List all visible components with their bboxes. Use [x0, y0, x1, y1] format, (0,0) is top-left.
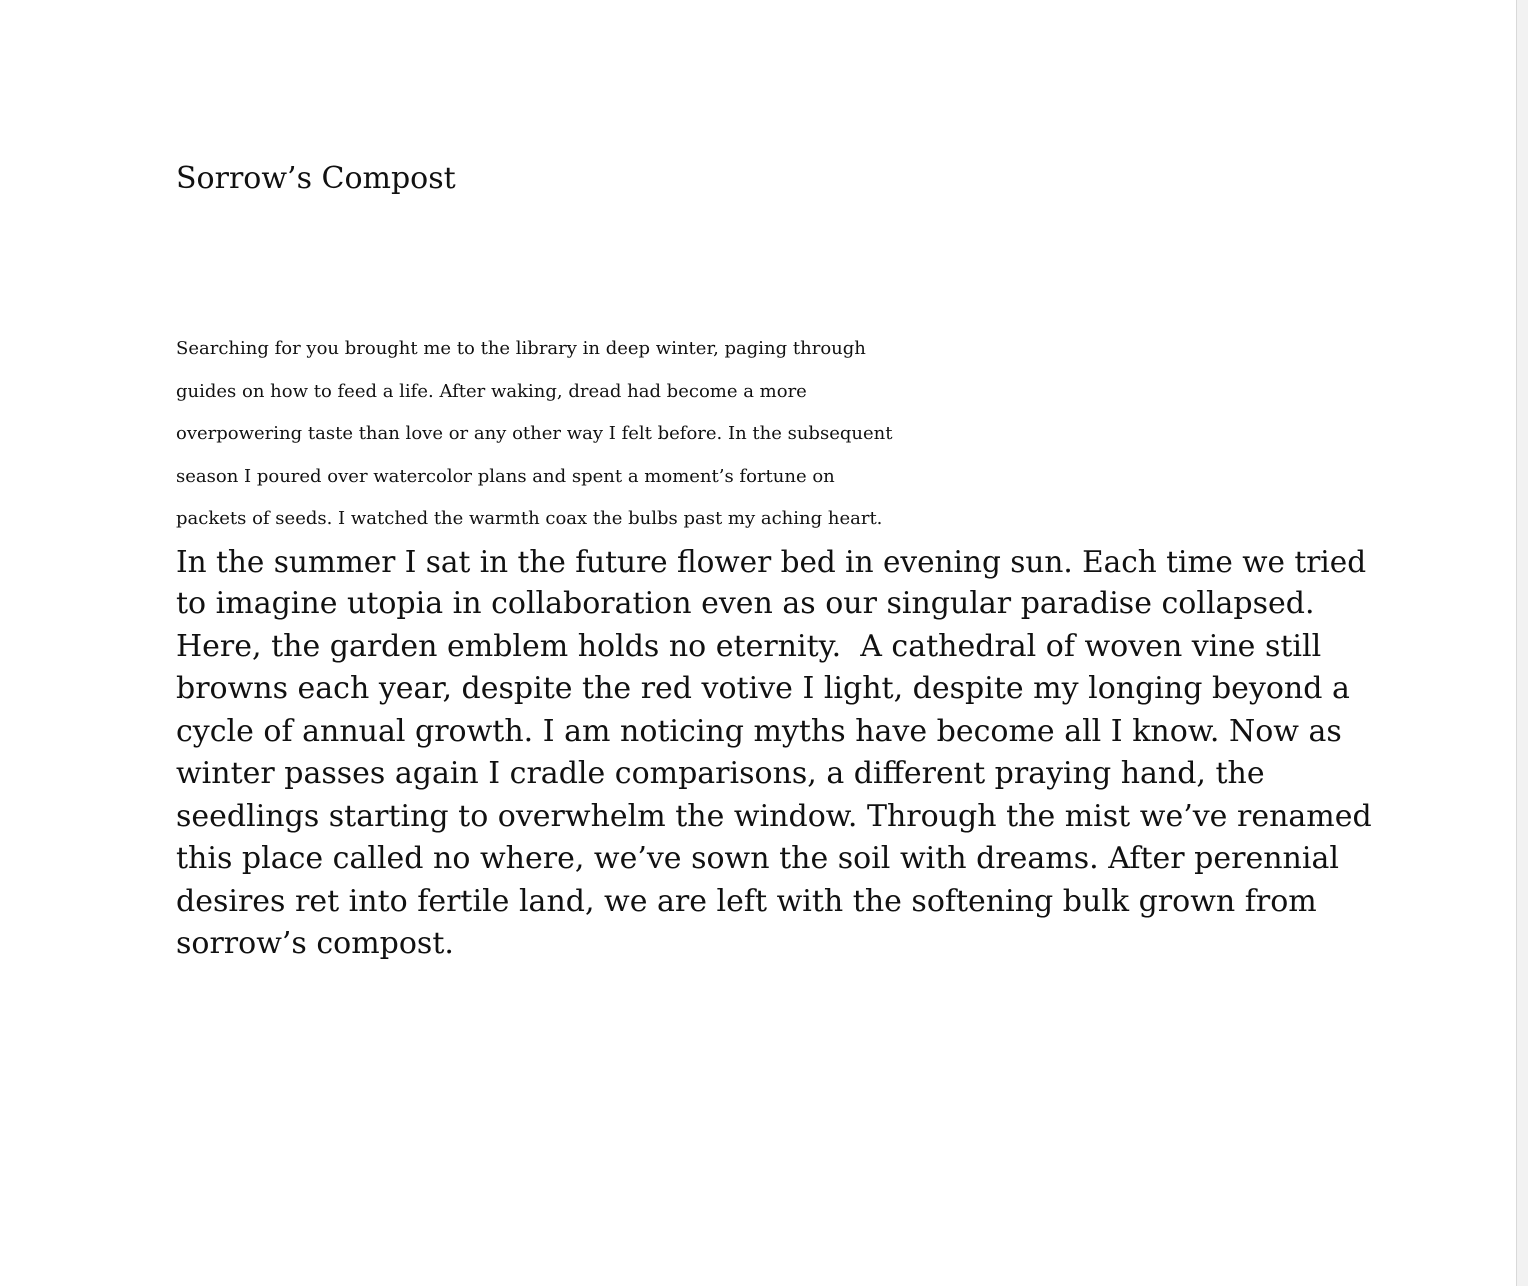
poem-line: desires ret into fertile land, we are left with the softening bulk grown from: [176, 883, 1317, 919]
poem-line: season I poured over watercolor plans and spent a moment’s fortune on: [176, 465, 835, 487]
poem-line: packets of seeds. I watched the warmth coax the bulbs past my aching heart.: [176, 508, 883, 529]
document-title: Sorrow’s Compost: [176, 161, 456, 196]
poem-line: guides on how to feed a life. After waking, dread had become a more: [176, 380, 807, 402]
poem-line: to imagine utopia in collaboration even as our singular paradise collapsed.: [176, 586, 1315, 621]
poem-line: Searching for you brought me to the library in deep winter, paging through: [176, 338, 866, 359]
poem-line: cycle of annual growth. I am noticing myths have become all I know. Now as: [176, 713, 1342, 749]
poem-line: browns each year, despite the red votive I light, despite my longing beyond a: [176, 671, 1350, 706]
poem-body: [176, 328, 1372, 966]
poem-line: seedlings starting to overwhelm the window. Through the mist we’ve renamed: [176, 798, 1372, 834]
poem-line: In the summer I sat in the future flower bed in evening sun. Each time we tried: [176, 544, 1367, 579]
poem-line: Here, the garden emblem holds no eternity. A cathedral of woven vine still: [176, 628, 1322, 664]
poem-line: this place called no where, we’ve sown the soil with dreams. After perennial: [176, 841, 1339, 876]
poem-line: overpowering taste than love or any other way I felt before. In the subsequent: [176, 423, 893, 444]
page-edge-divider: [1517, 0, 1528, 1286]
poem-line: winter passes again I cradle comparisons, a different praying hand, the: [176, 756, 1265, 791]
poem-line: sorrow’s compost.: [176, 926, 454, 961]
